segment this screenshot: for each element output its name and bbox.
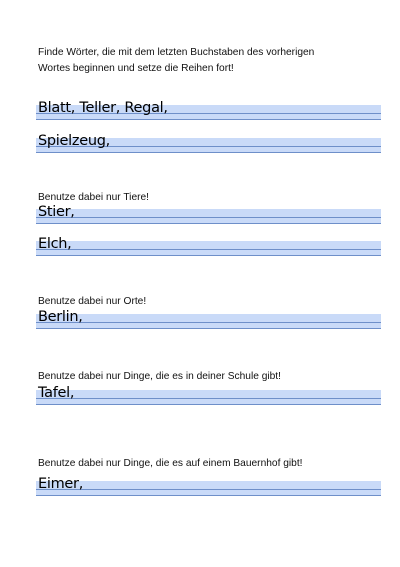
writing-line[interactable] — [36, 236, 381, 256]
writing-baseline — [36, 495, 381, 496]
writing-rule — [36, 398, 381, 399]
instruction-school: Benutze dabei nur Dinge, die es in deiner Schule gibt! — [38, 371, 281, 382]
handwritten-text: Berlin, — [38, 309, 83, 325]
handwritten-text: Spielzeug, — [38, 133, 110, 149]
writing-line[interactable] — [36, 204, 381, 224]
writing-baseline — [36, 404, 381, 405]
handwritten-text: Tafel, — [38, 385, 75, 401]
intro-line-2: Wortes beginnen und setze die Reihen fort! — [38, 63, 234, 74]
instruction-animals: Benutze dabei nur Tiere! — [38, 192, 150, 203]
writing-rule — [36, 322, 381, 323]
writing-band — [36, 209, 381, 223]
writing-baseline — [36, 328, 381, 329]
writing-line[interactable] — [36, 133, 381, 153]
writing-rule — [36, 249, 381, 250]
writing-rule — [36, 217, 381, 218]
writing-line[interactable] — [36, 476, 381, 496]
writing-band — [36, 390, 381, 404]
writing-baseline — [36, 119, 381, 120]
writing-line[interactable] — [36, 385, 381, 405]
writing-band — [36, 241, 381, 255]
writing-band — [36, 481, 381, 495]
writing-rule — [36, 489, 381, 490]
writing-baseline — [36, 152, 381, 153]
handwritten-text: Stier, — [38, 204, 75, 220]
instruction-places: Benutze dabei nur Orte! — [38, 296, 147, 307]
writing-band — [36, 314, 381, 328]
instruction-farm: Benutze dabei nur Dinge, die es auf einem Bauernhof gibt! — [38, 458, 303, 469]
handwritten-text: Elch, — [38, 236, 72, 252]
writing-line[interactable] — [36, 309, 381, 329]
writing-line[interactable] — [36, 100, 381, 120]
handwritten-text: Eimer, — [38, 476, 84, 492]
writing-baseline — [36, 255, 381, 256]
writing-baseline — [36, 223, 381, 224]
intro-line-1: Finde Wörter, die mit dem letzten Buchstaben des vorherigen — [38, 47, 315, 58]
handwritten-text: Blatt, Teller, Regal, — [38, 100, 168, 116]
